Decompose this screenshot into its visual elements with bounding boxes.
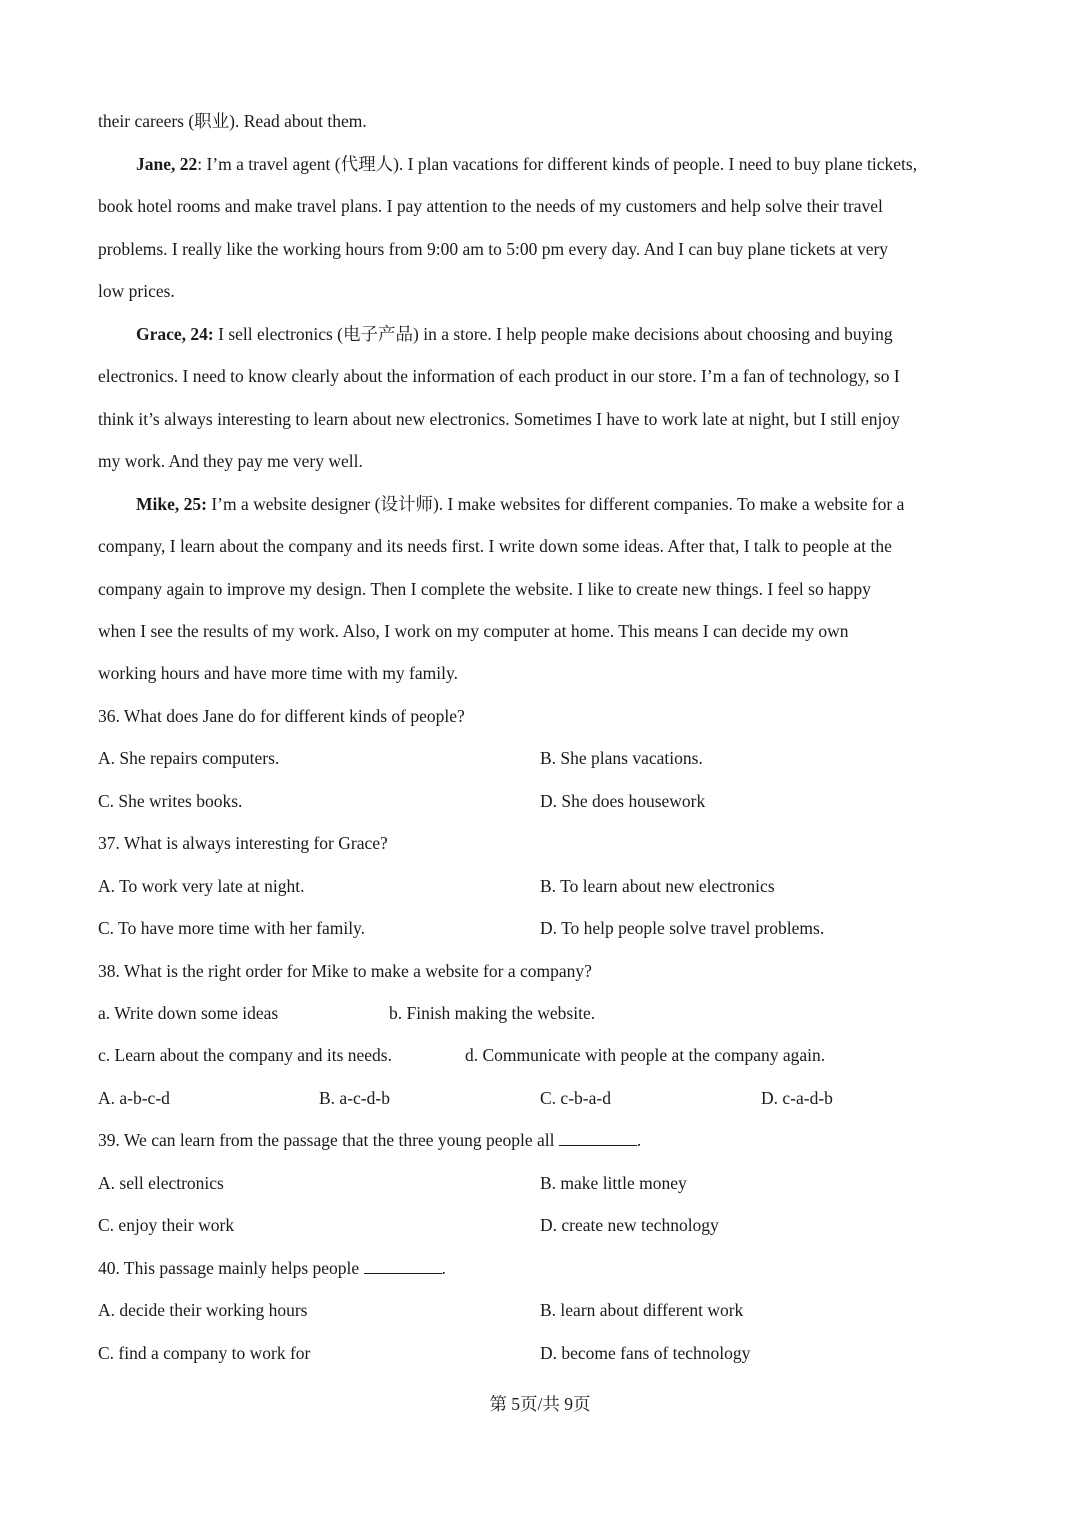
page-number-footer: 第 5页/共 9页 (489, 1394, 591, 1414)
q36-option-d: D. She does housework (540, 791, 706, 811)
question-39-stem (98, 1128, 641, 1152)
q39-option-c: C. enjoy their work (98, 1215, 235, 1235)
grace-text-2: electronics. I need to know clearly about the information of each product in our store. I’m a fan of technology, so I (98, 366, 900, 386)
jane-text-3: problems. I really like the working hours from 9:00 am to 5:00 pm every day. And I can buy plane tickets at very (98, 239, 889, 259)
q38-option-a: A. a-b-c-d (98, 1088, 170, 1108)
mike-paragraph-line-1 (136, 492, 904, 516)
q38-option-d: D. c-a-d-b (761, 1088, 833, 1108)
q38-step-a: a. Write down some ideas (98, 1003, 279, 1023)
question-36-stem: 36. What does Jane do for different kinds of people? (98, 706, 465, 726)
mike-text-3: company again to improve my design. Then I complete the website. I like to create new things. I feel so happy (98, 579, 871, 599)
q39-option-d: D. create new technology (540, 1215, 719, 1235)
jane-text-2: book hotel rooms and make travel plans. I pay attention to the needs of my customers and help solve their travel (98, 196, 883, 216)
mike-text-1: I’m a website designer (设计师). I make websites for different companies. To make a website for a (206, 494, 905, 514)
q40-answer-blank (364, 1257, 442, 1274)
q40-option-c: C. find a company to work for (98, 1343, 311, 1363)
q37-option-b: B. To learn about new electronics (540, 876, 775, 896)
q38-step-d: d. Communicate with people at the company again. (465, 1045, 826, 1065)
jane-paragraph-line-1 (136, 152, 917, 176)
q37-option-d: D. To help people solve travel problems. (540, 918, 825, 938)
jane-text-4: low prices. (98, 281, 175, 301)
mike-name: Mike, 25: (136, 494, 207, 514)
grace-text-3: think it’s always interesting to learn about new electronics. Sometimes I have to work late at night, but I still enjoy (98, 409, 900, 429)
q37-option-a: A. To work very late at night. (98, 876, 305, 896)
q40-stem-end: . (441, 1258, 446, 1278)
q38-option-b: B. a-c-d-b (319, 1088, 390, 1108)
mike-text-2: company, I learn about the company and its needs first. I write down some ideas. After that, I talk to people at the (98, 536, 892, 556)
q39-stem-end: . (636, 1130, 642, 1150)
question-37-stem: 37. What is always interesting for Grace? (98, 833, 388, 853)
q36-option-c: C. She writes books. (98, 791, 243, 811)
q38-step-c: c. Learn about the company and its needs. (98, 1045, 392, 1065)
grace-text-4: my work. And they pay me very well. (98, 451, 363, 471)
q39-option-b: B. make little money (540, 1173, 687, 1193)
q39-answer-blank (559, 1129, 637, 1146)
mike-text-5: working hours and have more time with my family. (98, 663, 458, 683)
grace-text-1: I sell electronics (电子产品) in a store. I help people make decisions about choosing and buying (213, 324, 893, 344)
grace-name: Grace, 24: (136, 324, 214, 344)
jane-text-1: : I’m a travel agent (代理人). I plan vacations for different kinds of people. I need to buy plane tickets, (197, 154, 918, 174)
q37-option-c: C. To have more time with her family. (98, 918, 366, 938)
q39-option-a: A. sell electronics (98, 1173, 224, 1193)
q36-option-b: B. She plans vacations. (540, 748, 703, 768)
question-38-stem: 38. What is the right order for Mike to make a website for a company? (98, 961, 592, 981)
question-40-stem (98, 1256, 446, 1280)
q38-option-c: C. c-b-a-d (540, 1088, 611, 1108)
passage-intro-end: their careers (职业). Read about them. (98, 111, 367, 131)
q36-option-a: A. She repairs computers. (98, 748, 280, 768)
grace-paragraph-line-1 (136, 322, 893, 346)
q39-stem-text: 39. We can learn from the passage that the three young people all (98, 1130, 555, 1150)
q40-option-d: D. become fans of technology (540, 1343, 751, 1363)
q40-option-b: B. learn about different work (540, 1300, 744, 1320)
q38-step-b: b. Finish making the website. (389, 1003, 596, 1023)
jane-name: Jane, 22 (136, 154, 198, 174)
q40-option-a: A. decide their working hours (98, 1300, 308, 1320)
mike-text-4: when I see the results of my work. Also, I work on my computer at home. This means I can decide my own (98, 621, 849, 641)
q40-stem-text: 40. This passage mainly helps people (98, 1258, 360, 1278)
